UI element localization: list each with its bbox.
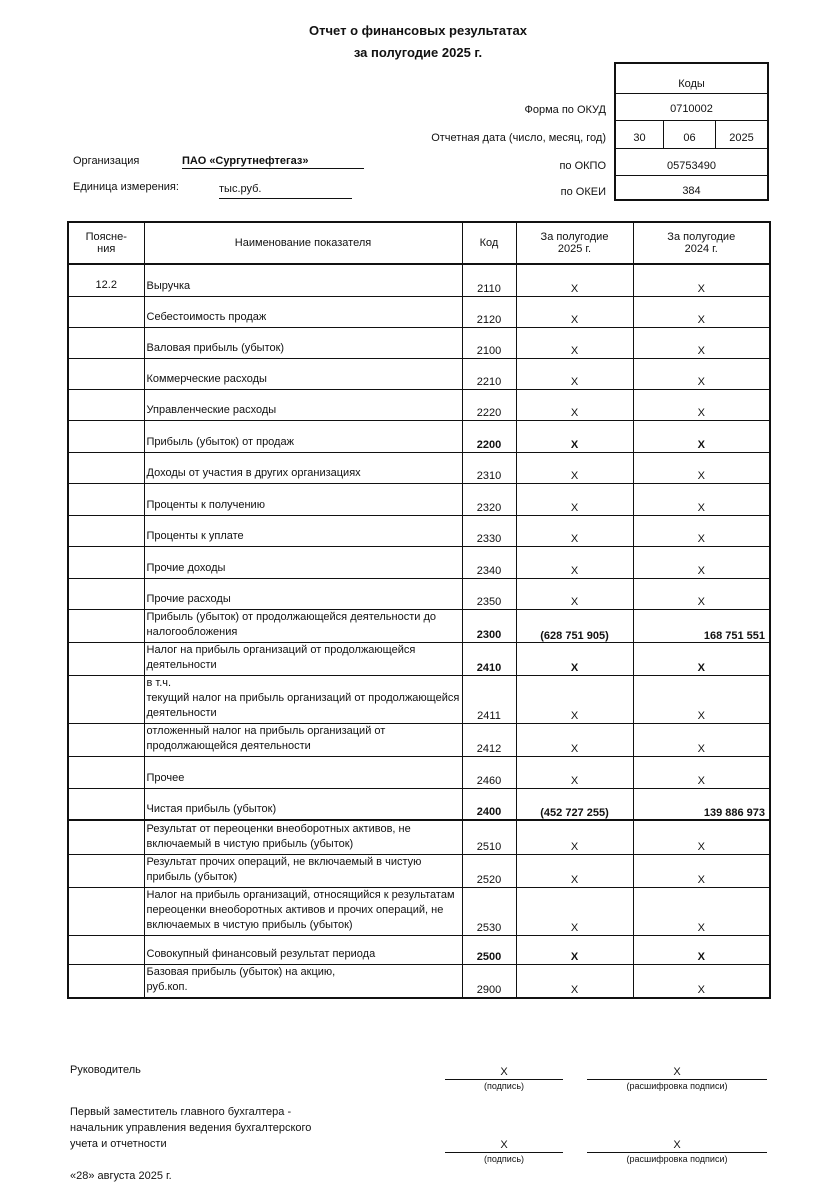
row-value-2025: X [516,483,633,515]
row-note [68,887,144,935]
row-note [68,327,144,358]
table-row [68,452,770,483]
row-code: 2460 [462,756,516,788]
row-code: 2120 [462,296,516,327]
row-value-2025: X [516,358,633,389]
row-value-2025: X [516,642,633,675]
row-value-2024: X [633,642,770,675]
row-code: 2110 [462,264,516,296]
unit-value: тыс.руб. [219,183,352,199]
row-note [68,420,144,452]
row-code: 2330 [462,515,516,546]
row-code: 2200 [462,420,516,452]
table-row [68,358,770,389]
table-row [68,935,770,964]
table-row [68,389,770,420]
row-name: Чистая прибыль (убыток) [144,788,462,820]
row-value-2025: (628 751 905) [516,609,633,642]
row-value-2024: X [633,756,770,788]
row-note [68,723,144,756]
head-label: Руководитель [70,1064,141,1076]
row-note [68,609,144,642]
row-value-2024: X [633,820,770,854]
report-title: Отчет о финансовых результатах [309,23,527,38]
row-value-2024: X [633,675,770,723]
row-value-2024: X [633,264,770,296]
head-sign-caption: (подпись) [445,1079,563,1091]
report-date [616,121,767,149]
row-value-2024: 139 886 973 [633,788,770,820]
table-row [68,327,770,358]
col-name-header: Наименование показателя [144,222,462,264]
table-row [68,515,770,546]
row-name: Коммерческие расходы [144,358,462,389]
row-value-2025: X [516,964,633,998]
okpo-value: 05753490 [616,149,767,176]
row-name: Прибыль (убыток) от продаж [144,420,462,452]
row-note [68,964,144,998]
report-period: за полугодие 2025 г. [353,45,483,60]
org-label: Организация [73,155,140,167]
signing-date: «28» августа 2025 г. [70,1170,172,1182]
row-value-2024: X [633,854,770,887]
table-header-row [68,222,770,264]
row-value-2024: X [633,327,770,358]
row-name: Выручка [144,264,462,296]
row-note [68,389,144,420]
row-name: Прочие расходы [144,578,462,609]
okud-label: Форма по ОКУД [524,104,606,116]
table-row [68,264,770,296]
row-value-2024: X [633,483,770,515]
row-name: Себестоимость продаж [144,296,462,327]
row-name: Прибыль (убыток) от продолжающейся деятельности до налогообложения [144,609,462,642]
row-value-2025: X [516,546,633,578]
row-code: 2350 [462,578,516,609]
row-value-2025: (452 727 255) [516,788,633,820]
row-value-2025: X [516,820,633,854]
table-row [68,546,770,578]
row-value-2025: X [516,389,633,420]
row-code: 2320 [462,483,516,515]
row-name: Прочее [144,756,462,788]
row-name: Проценты к получению [144,483,462,515]
row-note [68,578,144,609]
row-name: Результат прочих операций, не включаемый в чистую прибыль (убыток) [144,854,462,887]
row-name: Проценты к уплате [144,515,462,546]
codes-box [614,62,769,201]
financial-results-table [67,221,771,999]
row-code: 2300 [462,609,516,642]
deputy-sign-caption: (подпись) [445,1152,563,1164]
row-value-2024: X [633,935,770,964]
row-code: 2220 [462,389,516,420]
table-row [68,642,770,675]
row-note: 12.2 [68,264,144,296]
row-value-2024: X [633,452,770,483]
row-value-2025: X [516,515,633,546]
report-month: 06 [664,121,716,148]
row-value-2025: X [516,756,633,788]
table-row [68,578,770,609]
row-code: 2500 [462,935,516,964]
row-name: Прочие доходы [144,546,462,578]
row-value-2025: X [516,296,633,327]
row-name: Совокупный финансовый результат периода [144,935,462,964]
row-value-2025: X [516,264,633,296]
okud-value: 0710002 [616,94,767,121]
row-value-2024: X [633,723,770,756]
org-value: ПАО «Сургутнефтегаз» [182,155,364,169]
row-name: Базовая прибыль (убыток) на акцию, руб.коп. [144,964,462,998]
row-note [68,483,144,515]
row-name: отложенный налог на прибыль организаций от продолжающейся деятельности [144,723,462,756]
row-code: 2520 [462,854,516,887]
unit-label: Единица измерения: [73,181,179,193]
okei-label: по ОКЕИ [560,186,606,198]
row-code: 2510 [462,820,516,854]
date-label: Отчетная дата (число, месяц, год) [431,132,606,144]
okpo-label: по ОКПО [559,160,606,172]
row-code: 2310 [462,452,516,483]
row-code: 2100 [462,327,516,358]
row-note [68,358,144,389]
col-code-header: Код [462,222,516,264]
table-row [68,420,770,452]
row-name: Налог на прибыль организаций, относящийся к результатам переоценки внеоборотных активов и прочих операций, не включаемых в чистую прибыль (убыток) [144,887,462,935]
table-row [68,964,770,998]
row-note [68,675,144,723]
row-value-2024: X [633,578,770,609]
row-value-2025: X [516,723,633,756]
row-value-2025: X [516,935,633,964]
deputy-signature: X [500,1139,508,1151]
table-row [68,820,770,854]
row-name: Налог на прибыль организаций от продолжающейся деятельности [144,642,462,675]
row-code: 2411 [462,675,516,723]
row-value-2024: X [633,420,770,452]
row-value-2024: X [633,546,770,578]
row-code: 2530 [462,887,516,935]
okei-value: 384 [682,185,701,197]
row-value-2024: X [633,296,770,327]
head-signature: X [500,1066,508,1078]
row-note [68,452,144,483]
row-note [68,546,144,578]
row-value-2025: X [516,675,633,723]
row-value-2025: X [516,420,633,452]
row-value-2024: X [633,515,770,546]
codes-header: Коды [616,64,767,94]
table-row [68,675,770,723]
row-code: 2412 [462,723,516,756]
row-code: 2210 [462,358,516,389]
row-name: Результат от переоценки внеоборотных активов, не включаемый в чистую прибыль (убыток) [144,820,462,854]
row-note [68,756,144,788]
table-row [68,609,770,642]
report-year: 2025 [729,132,754,144]
table-row [68,788,770,820]
table-row [68,756,770,788]
table-row [68,887,770,935]
row-note [68,296,144,327]
row-note [68,788,144,820]
row-value-2024: X [633,964,770,998]
row-code: 2340 [462,546,516,578]
row-note [68,820,144,854]
row-name: Доходы от участия в других организациях [144,452,462,483]
deputy-name: X [673,1139,681,1151]
table-row [68,483,770,515]
col-2025-header: За полугодие 2025 г. [516,222,633,264]
report-day: 30 [616,121,664,148]
row-value-2025: X [516,578,633,609]
col-notes-header: Поясне- ния [68,222,144,264]
row-value-2024: X [633,887,770,935]
row-note [68,935,144,964]
row-value-2025: X [516,327,633,358]
row-value-2024: X [633,389,770,420]
head-name: X [673,1066,681,1078]
row-value-2025: X [516,452,633,483]
row-note [68,854,144,887]
row-code: 2400 [462,788,516,820]
row-value-2024: 168 751 551 [633,609,770,642]
row-code: 2410 [462,642,516,675]
row-note [68,642,144,675]
row-note [68,515,144,546]
deputy-name-caption: (расшифровка подписи) [587,1152,767,1164]
col-2024-header: За полугодие 2024 г. [633,222,770,264]
table-row [68,854,770,887]
deputy-label: Первый заместитель главного бухгалтера - начальник управления ведения бухгалтерского учета и отчетности [70,1106,312,1150]
row-name: Управленческие расходы [144,389,462,420]
table-row [68,723,770,756]
row-value-2025: X [516,854,633,887]
row-name: в т.ч. текущий налог на прибыль организаций от продолжающейся деятельности [144,675,462,723]
head-name-caption: (расшифровка подписи) [587,1079,767,1091]
table-row [68,296,770,327]
row-code: 2900 [462,964,516,998]
row-name: Валовая прибыль (убыток) [144,327,462,358]
row-value-2025: X [516,887,633,935]
row-value-2024: X [633,358,770,389]
